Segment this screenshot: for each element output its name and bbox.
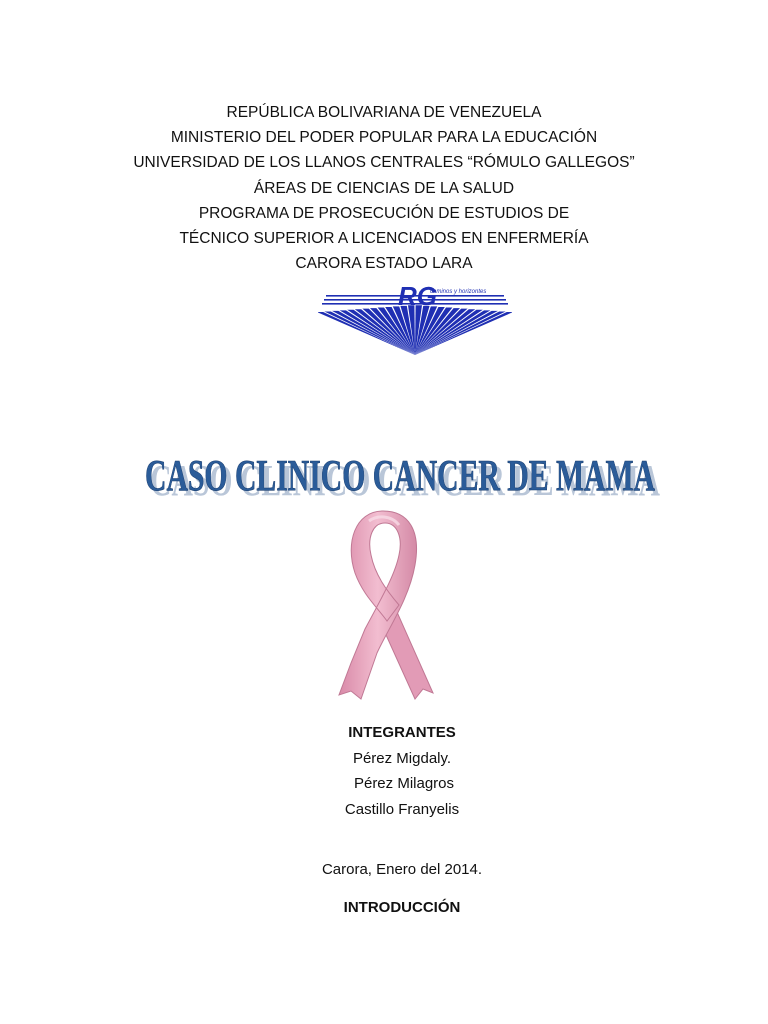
header-line-program-cont: TÉCNICO SUPERIOR A LICENCIADOS EN ENFERMERÍA	[179, 230, 589, 248]
header-line-university: UNIVERSIDAD DE LOS LLANOS CENTRALES “RÓMULO GALLEGOS”	[133, 154, 635, 172]
title-shadow: CASO CLINICO CANCER DE MAMA	[150, 456, 661, 505]
pink-ribbon-icon	[325, 503, 445, 701]
header-line-location: CARORA ESTADO LARA	[295, 255, 473, 273]
title-text: CASO CLINICO CANCER DE MAMA	[145, 451, 656, 500]
date-line: Carora, Enero del 2014.	[321, 861, 483, 878]
logo-tagline: caminos y horizontes	[430, 289, 487, 295]
header-line-program: PROGRAMA DE PROSECUCIÓN DE ESTUDIOS DE	[198, 204, 570, 222]
member-name: Pérez Migdaly.	[352, 749, 452, 767]
header-line-area: ÁREAS DE CIENCIAS DE LA SALUD	[253, 179, 515, 197]
members-block	[0, 720, 768, 822]
university-logo	[318, 277, 512, 357]
institution-header	[0, 100, 768, 276]
member-name: Castillo Franyelis	[344, 800, 460, 818]
members-heading: INTEGRANTES	[348, 724, 456, 741]
header-line-country: REPÚBLICA BOLIVARIANA DE VENEZUELA	[226, 104, 542, 121]
document-title	[130, 440, 670, 510]
logo-letters: RG	[398, 281, 437, 311]
section-heading-introduccion: INTRODUCCIÓN	[343, 899, 461, 916]
header-line-ministry: MINISTERIO DEL PODER POPULAR PARA LA EDUCACIÓN	[170, 129, 598, 147]
member-name: Pérez Milagros	[353, 775, 455, 792]
